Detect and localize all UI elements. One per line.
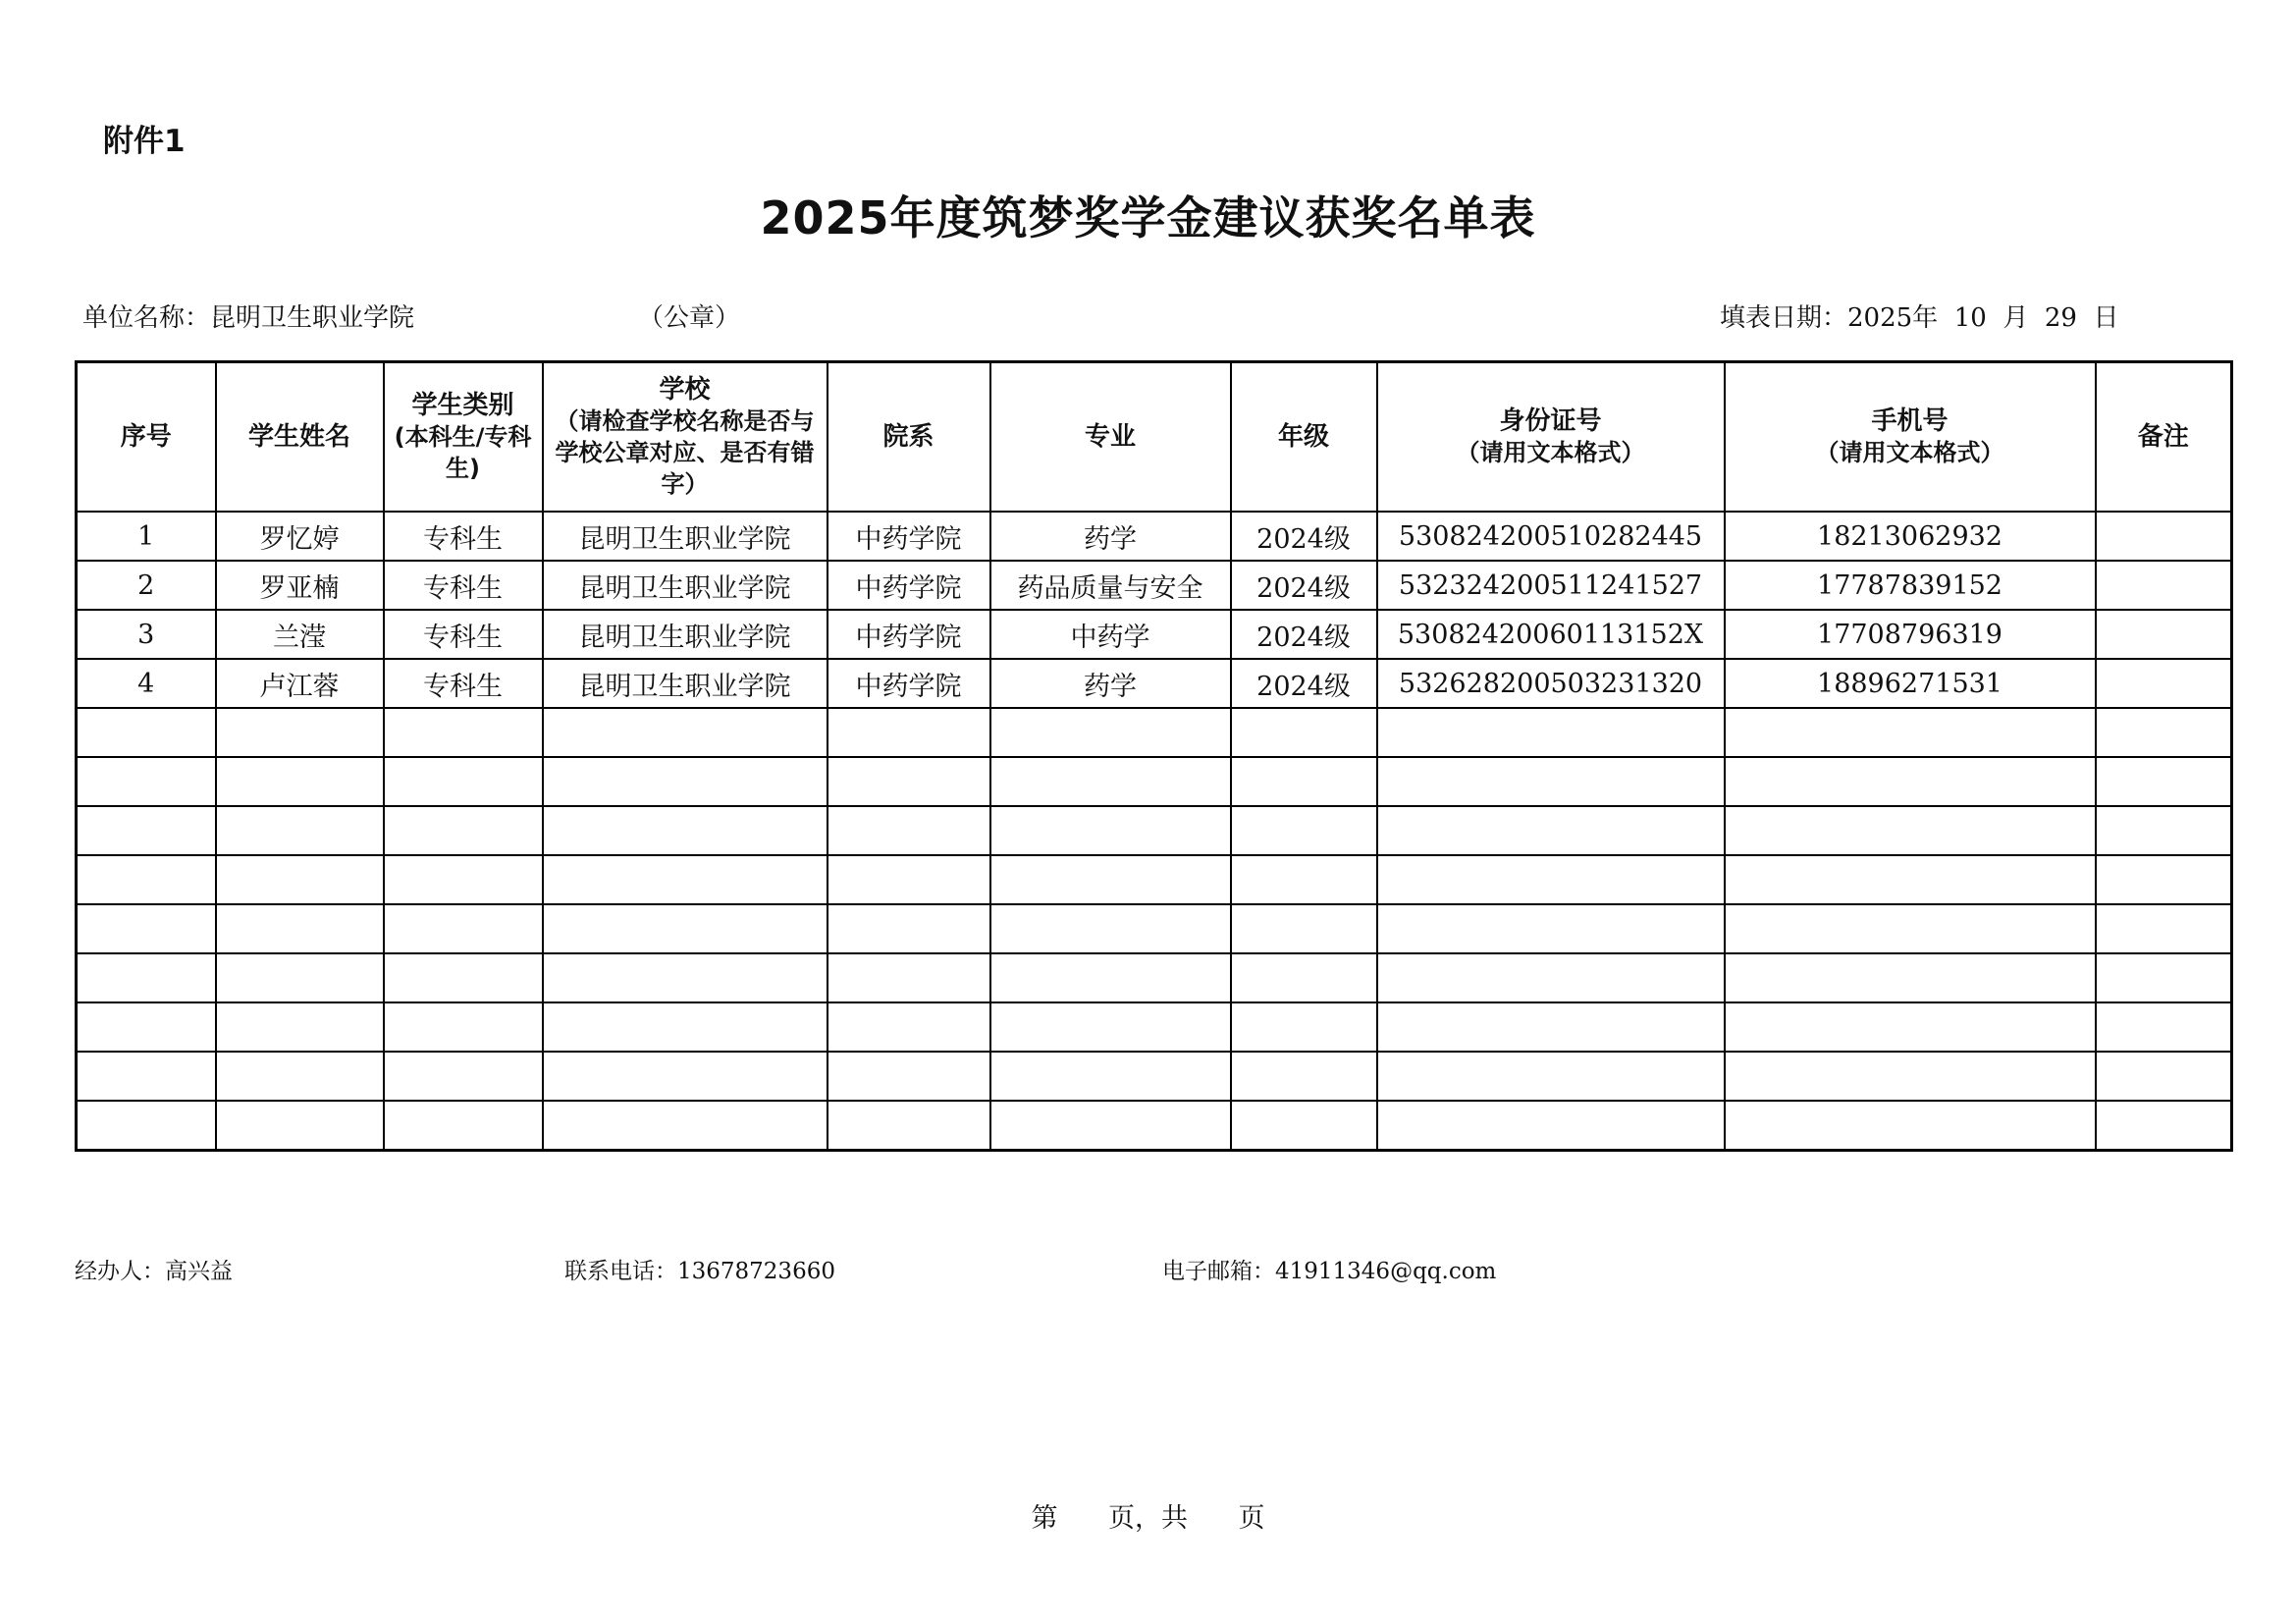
table-row bbox=[77, 659, 2232, 708]
empty-cell bbox=[384, 904, 543, 953]
cell-grade: 2024级 bbox=[1231, 610, 1377, 659]
total-suffix: 页 bbox=[1238, 1503, 1265, 1534]
empty-cell bbox=[77, 904, 216, 953]
header-category: 学生类别 (本科生/专科生) bbox=[384, 362, 543, 513]
table-row bbox=[77, 512, 2232, 561]
header-remark: 备注 bbox=[2096, 362, 2232, 513]
empty-cell bbox=[2096, 1101, 2232, 1151]
empty-cell bbox=[77, 1002, 216, 1052]
empty-cell bbox=[1377, 1002, 1725, 1052]
empty-cell bbox=[2096, 904, 2232, 953]
cell-phone: 17787839152 bbox=[1725, 561, 2096, 610]
cell-grade: 2024级 bbox=[1231, 512, 1377, 561]
cell-phone: 18896271531 bbox=[1725, 659, 2096, 708]
empty-cell bbox=[77, 757, 216, 806]
empty-cell bbox=[216, 904, 384, 953]
date-year: 2025年 bbox=[1847, 303, 1939, 333]
cell-seq: 2 bbox=[77, 561, 216, 610]
empty-cell bbox=[77, 953, 216, 1002]
empty-cell bbox=[1231, 953, 1377, 1002]
empty-table-row bbox=[77, 855, 2232, 904]
empty-cell bbox=[1377, 904, 1725, 953]
page-suffix: 页，共 bbox=[1108, 1503, 1188, 1534]
empty-cell bbox=[1231, 1052, 1377, 1101]
header-name: 学生姓名 bbox=[216, 362, 384, 513]
cell-major: 药学 bbox=[990, 659, 1231, 708]
empty-cell bbox=[990, 855, 1231, 904]
empty-cell bbox=[2096, 1002, 2232, 1052]
empty-cell bbox=[543, 1052, 828, 1101]
header-phone: 手机号 （请用文本格式） bbox=[1725, 362, 2096, 513]
handler-label: 经办人： bbox=[75, 1259, 165, 1284]
empty-cell bbox=[1231, 708, 1377, 757]
empty-cell bbox=[1231, 1002, 1377, 1052]
empty-cell bbox=[990, 904, 1231, 953]
empty-table-row bbox=[77, 757, 2232, 806]
empty-cell bbox=[384, 953, 543, 1002]
empty-cell bbox=[77, 806, 216, 855]
empty-cell bbox=[216, 757, 384, 806]
cell-name: 罗亚楠 bbox=[216, 561, 384, 610]
empty-cell bbox=[2096, 1052, 2232, 1101]
empty-cell bbox=[1377, 1052, 1725, 1101]
empty-cell bbox=[1725, 1101, 2096, 1151]
empty-table-row bbox=[77, 1052, 2232, 1101]
empty-cell bbox=[1377, 953, 1725, 1002]
empty-cell bbox=[216, 1101, 384, 1151]
empty-cell bbox=[384, 806, 543, 855]
empty-cell bbox=[990, 708, 1231, 757]
cell-department: 中药学院 bbox=[828, 659, 990, 708]
empty-cell bbox=[1377, 855, 1725, 904]
official-seal-note: （公章） bbox=[638, 303, 741, 333]
cell-school: 昆明卫生职业学院 bbox=[543, 610, 828, 659]
empty-cell bbox=[384, 708, 543, 757]
cell-remark bbox=[2096, 561, 2232, 610]
empty-cell bbox=[828, 806, 990, 855]
cell-seq: 4 bbox=[77, 659, 216, 708]
empty-cell bbox=[384, 855, 543, 904]
empty-cell bbox=[828, 757, 990, 806]
award-roster-table bbox=[75, 360, 2233, 1152]
date-day-unit: 日 bbox=[2093, 303, 2119, 333]
cell-department: 中药学院 bbox=[828, 561, 990, 610]
empty-cell bbox=[1377, 708, 1725, 757]
empty-cell bbox=[990, 1101, 1231, 1151]
page-number-footer bbox=[0, 1496, 2296, 1535]
empty-table-row bbox=[77, 904, 2232, 953]
empty-cell bbox=[1377, 806, 1725, 855]
empty-cell bbox=[77, 1052, 216, 1101]
empty-cell bbox=[828, 708, 990, 757]
empty-cell bbox=[216, 806, 384, 855]
cell-department: 中药学院 bbox=[828, 512, 990, 561]
header-grade: 年级 bbox=[1231, 362, 1377, 513]
empty-cell bbox=[828, 953, 990, 1002]
empty-cell bbox=[77, 855, 216, 904]
header-school: 学校 （请检查学校名称是否与学校公章对应、是否有错字） bbox=[543, 362, 828, 513]
cell-seq: 3 bbox=[77, 610, 216, 659]
cell-name: 卢江蓉 bbox=[216, 659, 384, 708]
cell-category: 专科生 bbox=[384, 659, 543, 708]
contact-phone-value: 13678723660 bbox=[677, 1259, 835, 1284]
contact-phone-line bbox=[564, 1253, 835, 1285]
cell-phone: 17708796319 bbox=[1725, 610, 2096, 659]
empty-cell bbox=[828, 855, 990, 904]
header-id-number: 身份证号 （请用文本格式） bbox=[1377, 362, 1725, 513]
empty-cell bbox=[543, 1101, 828, 1151]
empty-cell bbox=[1231, 757, 1377, 806]
cell-id-number: 530824200510282445 bbox=[1377, 512, 1725, 561]
email-label: 电子邮箱： bbox=[1162, 1259, 1275, 1284]
cell-major: 药学 bbox=[990, 512, 1231, 561]
table-row bbox=[77, 561, 2232, 610]
cell-major: 中药学 bbox=[990, 610, 1231, 659]
cell-phone: 18213062932 bbox=[1725, 512, 2096, 561]
empty-cell bbox=[828, 904, 990, 953]
empty-cell bbox=[1725, 806, 2096, 855]
cell-remark bbox=[2096, 659, 2232, 708]
cell-id-number: 53082420060113152X bbox=[1377, 610, 1725, 659]
empty-cell bbox=[990, 1052, 1231, 1101]
empty-cell bbox=[1725, 953, 2096, 1002]
empty-table-row bbox=[77, 708, 2232, 757]
empty-table-row bbox=[77, 806, 2232, 855]
unit-name-line bbox=[82, 298, 414, 334]
cell-id-number: 532628200503231320 bbox=[1377, 659, 1725, 708]
header-category-sub: (本科生/专科生) bbox=[394, 423, 532, 482]
empty-cell bbox=[828, 1052, 990, 1101]
empty-cell bbox=[990, 806, 1231, 855]
empty-cell bbox=[1377, 1101, 1725, 1151]
date-month: 10 bbox=[1953, 303, 1987, 333]
cell-remark bbox=[2096, 610, 2232, 659]
empty-cell bbox=[1231, 806, 1377, 855]
empty-cell bbox=[2096, 953, 2232, 1002]
cell-seq: 1 bbox=[77, 512, 216, 561]
empty-cell bbox=[1231, 904, 1377, 953]
empty-cell bbox=[384, 1101, 543, 1151]
empty-cell bbox=[1725, 708, 2096, 757]
fill-date-line bbox=[1720, 298, 2119, 334]
table-header-row bbox=[77, 362, 2232, 513]
empty-cell bbox=[543, 904, 828, 953]
cell-grade: 2024级 bbox=[1231, 561, 1377, 610]
empty-table-row bbox=[77, 1101, 2232, 1151]
unit-label: 单位名称： bbox=[82, 303, 211, 333]
cell-school: 昆明卫生职业学院 bbox=[543, 659, 828, 708]
empty-cell bbox=[2096, 806, 2232, 855]
empty-cell bbox=[2096, 757, 2232, 806]
handler-line bbox=[75, 1253, 233, 1285]
contact-phone-label: 联系电话： bbox=[564, 1259, 677, 1284]
empty-cell bbox=[77, 1101, 216, 1151]
cell-department: 中药学院 bbox=[828, 610, 990, 659]
empty-cell bbox=[216, 953, 384, 1002]
empty-cell bbox=[384, 1002, 543, 1052]
date-month-unit: 月 bbox=[2002, 303, 2029, 333]
header-phone-sub: （请用文本格式） bbox=[1815, 439, 2004, 466]
empty-cell bbox=[828, 1101, 990, 1151]
email-value: 41911346@qq.com bbox=[1275, 1259, 1497, 1284]
empty-cell bbox=[990, 953, 1231, 1002]
cell-school: 昆明卫生职业学院 bbox=[543, 561, 828, 610]
header-seq: 序号 bbox=[77, 362, 216, 513]
empty-cell bbox=[384, 1052, 543, 1101]
header-major: 专业 bbox=[990, 362, 1231, 513]
cell-major: 药品质量与安全 bbox=[990, 561, 1231, 610]
date-day: 29 bbox=[2044, 303, 2077, 333]
empty-cell bbox=[2096, 708, 2232, 757]
unit-name: 昆明卫生职业学院 bbox=[210, 303, 415, 333]
handler-name: 高兴益 bbox=[165, 1259, 233, 1284]
cell-category: 专科生 bbox=[384, 610, 543, 659]
empty-cell bbox=[990, 1002, 1231, 1052]
empty-cell bbox=[543, 855, 828, 904]
empty-cell bbox=[990, 757, 1231, 806]
empty-cell bbox=[77, 708, 216, 757]
empty-cell bbox=[1231, 1101, 1377, 1151]
header-department: 院系 bbox=[828, 362, 990, 513]
empty-cell bbox=[1725, 904, 2096, 953]
cell-grade: 2024级 bbox=[1231, 659, 1377, 708]
table-row bbox=[77, 610, 2232, 659]
empty-cell bbox=[216, 708, 384, 757]
empty-cell bbox=[384, 757, 543, 806]
empty-cell bbox=[216, 1052, 384, 1101]
cell-school: 昆明卫生职业学院 bbox=[543, 512, 828, 561]
empty-table-row bbox=[77, 953, 2232, 1002]
empty-cell bbox=[1725, 1002, 2096, 1052]
empty-cell bbox=[543, 1002, 828, 1052]
cell-remark bbox=[2096, 512, 2232, 561]
empty-cell bbox=[543, 708, 828, 757]
email-line bbox=[1162, 1253, 1496, 1285]
empty-cell bbox=[1377, 757, 1725, 806]
cell-category: 专科生 bbox=[384, 512, 543, 561]
empty-cell bbox=[1725, 757, 2096, 806]
empty-cell bbox=[1725, 1052, 2096, 1101]
page-prefix: 第 bbox=[1031, 1503, 1058, 1534]
empty-cell bbox=[216, 855, 384, 904]
cell-name: 罗忆婷 bbox=[216, 512, 384, 561]
empty-cell bbox=[1231, 855, 1377, 904]
page-title: 2025年度筑梦奖学金建议获奖名单表 bbox=[760, 191, 1536, 244]
header-id-sub: （请用文本格式） bbox=[1456, 439, 1645, 466]
empty-table-row bbox=[77, 1002, 2232, 1052]
empty-cell bbox=[1725, 855, 2096, 904]
attachment-label: 附件1 bbox=[103, 124, 186, 159]
cell-name: 兰滢 bbox=[216, 610, 384, 659]
cell-category: 专科生 bbox=[384, 561, 543, 610]
header-school-sub: （请检查学校名称是否与学校公章对应、是否有错字） bbox=[555, 407, 815, 498]
empty-cell bbox=[543, 757, 828, 806]
empty-cell bbox=[2096, 855, 2232, 904]
empty-cell bbox=[543, 806, 828, 855]
empty-cell bbox=[543, 953, 828, 1002]
empty-cell bbox=[828, 1002, 990, 1052]
date-label: 填表日期： bbox=[1720, 303, 1848, 333]
cell-id-number: 532324200511241527 bbox=[1377, 561, 1725, 610]
empty-cell bbox=[216, 1002, 384, 1052]
